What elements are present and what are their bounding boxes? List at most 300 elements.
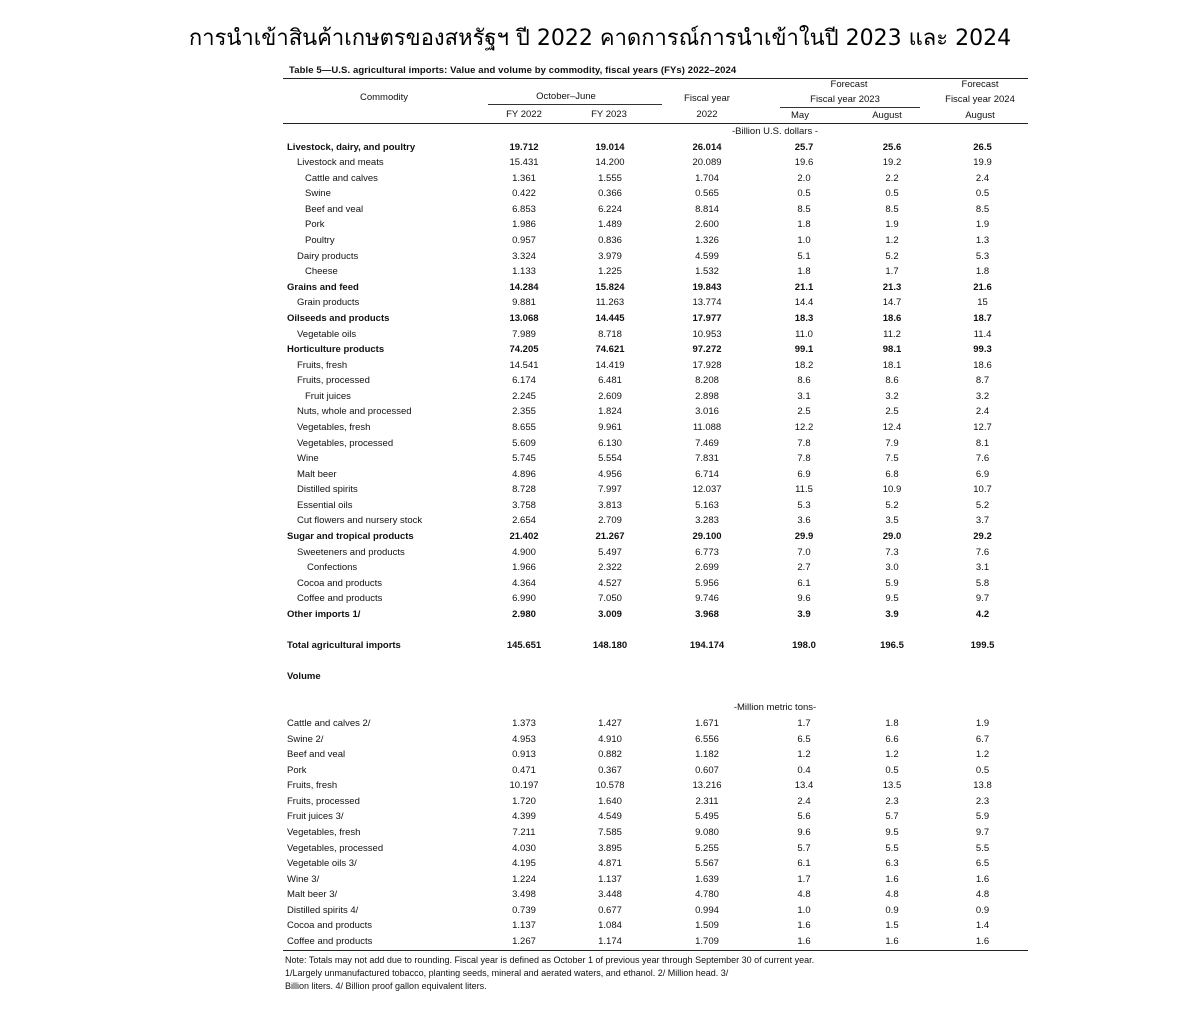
row-label: Fruit juices (305, 390, 351, 402)
cell-value: 5.6 (797, 811, 811, 823)
cell-value: 0.565 (695, 188, 719, 200)
cell-value: 0.9 (885, 904, 899, 916)
cell-value: 0.607 (695, 764, 719, 776)
cell-value: 6.7 (975, 733, 990, 745)
table-row (283, 140, 1028, 156)
row-label: Swine (305, 188, 331, 200)
row-label: Oilseeds and products (287, 312, 390, 324)
cell-value: 6.9 (797, 468, 811, 480)
cell-value: 1.709 (695, 936, 719, 948)
cell-value: 11.2 (883, 328, 901, 340)
value-unit-label: -Billion U.S. dollars - (731, 126, 819, 137)
header-august-2023: August (872, 110, 902, 121)
row-label: Sweeteners and products (297, 546, 405, 558)
cell-value: 14.4 (794, 297, 814, 309)
cell-value: 3.283 (695, 515, 719, 527)
cell-value: 1.9 (975, 717, 990, 729)
cell-value: 1.7 (885, 266, 899, 278)
row-label: Dairy products (297, 250, 359, 262)
row-label: Malt beer 3/ (287, 889, 338, 901)
table-title: Table 5—U.S. agricultural imports: Value and volume by commodity, fiscal years (FYs) 2022–2024 (289, 65, 737, 76)
cell-value: 1.6 (975, 936, 990, 948)
cell-value: 1.8 (797, 219, 811, 231)
table-row (283, 513, 1028, 529)
row-label: Nuts, whole and processed (297, 406, 412, 418)
row-label: Vegetables, fresh (297, 421, 371, 433)
cell-value: 0.5 (885, 764, 899, 776)
table-row (283, 186, 1028, 202)
cell-value: 14.200 (595, 157, 625, 169)
cell-value: 1.2 (885, 235, 899, 247)
table-row (283, 217, 1028, 233)
cell-value: 9.5 (885, 593, 899, 605)
row-label: Fruits, fresh (297, 359, 348, 371)
table-row (283, 436, 1028, 452)
cell-value: 8.5 (885, 203, 899, 215)
header-october-june: October–June (536, 91, 596, 102)
cell-value: 74.621 (595, 344, 625, 356)
cell-value: 9.7 (975, 827, 990, 839)
cell-value: 3.979 (598, 250, 622, 262)
table-row (283, 778, 1028, 794)
table-row (283, 560, 1028, 576)
cell-value: 18.2 (794, 359, 814, 371)
row-label: Livestock, dairy, and poultry (287, 141, 416, 153)
cell-value: 8.7 (975, 375, 990, 387)
cell-value: 6.5 (797, 733, 811, 745)
cell-value: 1.6 (797, 920, 811, 932)
cell-value: 4.527 (598, 577, 622, 589)
cell-value: 1.0 (797, 235, 811, 247)
row-label: Other imports 1/ (287, 608, 361, 620)
cell-value: 74.205 (509, 344, 539, 356)
cell-value: 14.541 (509, 359, 539, 371)
agricultural-imports-table-document (283, 64, 1028, 993)
table-row (283, 389, 1028, 405)
cell-value: 8.655 (512, 421, 536, 433)
cell-value: 12.4 (882, 421, 902, 433)
cell-value: 1.640 (598, 795, 622, 807)
cell-value: 5.2 (885, 499, 899, 511)
row-label: Cattle and calves 2/ (287, 717, 371, 729)
cell-value: 5.8 (975, 577, 990, 589)
cell-value: 199.5 (970, 640, 995, 652)
cell-value: 6.481 (598, 375, 622, 387)
cell-value: 1.6 (885, 936, 899, 948)
cell-value: 2.0 (797, 172, 811, 184)
cell-value: 6.3 (885, 858, 899, 870)
cell-value: 19.9 (973, 157, 992, 169)
cell-value: 6.714 (695, 468, 719, 480)
cell-value: 8.5 (797, 203, 811, 215)
cell-value: 6.990 (512, 593, 536, 605)
table-notes (283, 954, 1028, 993)
cell-value: 19.6 (794, 157, 814, 169)
cell-value: 1.509 (695, 920, 719, 932)
cell-value: 18.7 (973, 312, 992, 324)
cell-value: 2.5 (885, 406, 899, 418)
cell-value: 1.639 (695, 873, 719, 885)
row-label: Total agricultural imports (287, 640, 401, 652)
row-label: Vegetables, fresh (287, 827, 361, 839)
cell-value: 8.814 (695, 203, 719, 215)
cell-value: 5.5 (975, 842, 990, 854)
table-row (283, 856, 1028, 872)
cell-value: 7.3 (885, 546, 899, 558)
volume-section-label: Volume (287, 671, 321, 683)
cell-value: 98.1 (882, 344, 902, 356)
volume-unit-label: -Million metric tons- (733, 702, 817, 714)
cell-value: 15.431 (509, 157, 539, 169)
cell-value: 0.366 (598, 188, 622, 200)
cell-value: 4.8 (975, 889, 990, 901)
cell-value: 9.881 (512, 297, 536, 309)
cell-value: 8.1 (975, 437, 990, 449)
cell-value: 11.0 (795, 328, 813, 340)
cell-value: 1.986 (512, 219, 536, 231)
cell-value: 4.399 (512, 811, 536, 823)
table-row (283, 732, 1028, 748)
row-label: Livestock and meats (297, 157, 384, 169)
row-label: Cattle and calves (305, 172, 378, 184)
table-row-total (283, 638, 1028, 654)
cell-value: 3.968 (695, 608, 719, 620)
cell-value: 6.556 (695, 733, 719, 745)
data-table (283, 124, 1028, 950)
cell-value: 19.2 (882, 157, 902, 169)
cell-value: 5.554 (598, 453, 622, 465)
cell-value: 1.704 (695, 172, 719, 184)
table-row (283, 545, 1028, 561)
row-label: Grain products (297, 297, 360, 309)
cell-value: 7.989 (512, 328, 536, 340)
cell-value: 2.898 (695, 390, 719, 402)
cell-value: 5.9 (975, 811, 990, 823)
cell-value: 4.599 (695, 250, 719, 262)
header-forecast-rule (780, 107, 920, 108)
table-row (283, 295, 1028, 311)
cell-value: 1.824 (598, 406, 622, 418)
cell-value: 3.009 (598, 608, 622, 620)
cell-value: 4.195 (512, 858, 536, 870)
cell-value: 9.961 (598, 421, 622, 433)
cell-value: 0.367 (598, 764, 622, 776)
cell-value: 5.956 (695, 577, 719, 589)
row-label: Horticulture products (287, 344, 385, 356)
cell-value: 99.3 (973, 344, 992, 356)
row-label: Fruits, processed (297, 375, 370, 387)
cell-value: 21.3 (882, 281, 902, 293)
row-label: Beef and veal (287, 749, 346, 761)
cell-value: 14.284 (509, 281, 539, 293)
cell-value: 6.5 (975, 858, 990, 870)
cell-value: 18.3 (794, 312, 814, 324)
cell-value: 3.813 (598, 499, 622, 511)
cell-value: 10.9 (882, 484, 902, 496)
row-label: Sugar and tropical products (287, 531, 414, 543)
header-span-rule (488, 104, 662, 105)
cell-value: 0.882 (598, 749, 622, 761)
cell-value: 7.6 (975, 546, 990, 558)
cell-value: 7.8 (797, 453, 811, 465)
table-row (283, 576, 1028, 592)
row-label: Distilled spirits (297, 484, 358, 496)
note-line: Note: Totals may not add due to rounding. Fiscal year is defined as October 1 of previous year through September 30 of current year. (285, 954, 815, 965)
cell-value: 1.224 (512, 873, 536, 885)
cell-value: 20.089 (692, 157, 722, 169)
cell-value: 2.4 (975, 172, 990, 184)
cell-value: 7.8 (797, 437, 811, 449)
cell-value: 9.080 (695, 827, 719, 839)
cell-value: 2.980 (512, 608, 536, 620)
cell-value: 0.677 (598, 904, 622, 916)
cell-value: 5.5 (885, 842, 899, 854)
cell-value: 8.5 (975, 203, 990, 215)
cell-value: 1.137 (598, 873, 622, 885)
cell-value: 6.8 (885, 468, 899, 480)
cell-value: 1.3 (975, 235, 990, 247)
row-label: Confections (307, 562, 358, 574)
table-row (283, 404, 1028, 420)
cell-value: 1.7 (797, 717, 811, 729)
table-row (283, 342, 1028, 358)
cell-value: 1.174 (598, 936, 622, 948)
cell-value: 4.956 (598, 468, 622, 480)
cell-value: 2.600 (695, 219, 719, 231)
cell-value: 1.182 (695, 749, 719, 761)
cell-value: 5.2 (975, 499, 990, 511)
cell-value: 7.211 (512, 827, 536, 839)
table-row (283, 280, 1028, 296)
table-row (283, 809, 1028, 825)
header-fy2023: FY 2023 (591, 109, 627, 120)
cell-value: 194.174 (689, 640, 725, 652)
cell-value: 29.9 (794, 531, 814, 543)
header-may: May (791, 110, 809, 121)
row-label: Vegetable oils (297, 328, 357, 340)
bottom-rule (283, 950, 1028, 951)
page-title: การนำเข้าสินค้าเกษตรของสหรัฐฯ ปี 2022 คาดการณ์การนำเข้าในปี 2023 และ 2024 (188, 26, 1012, 51)
cell-value: 0.836 (598, 235, 622, 247)
cell-value: 1.671 (695, 717, 719, 729)
row-label: Coffee and products (297, 593, 383, 605)
cell-value: 5.1 (797, 250, 811, 262)
cell-value: 13.068 (509, 312, 539, 324)
cell-value: 2.609 (598, 390, 622, 402)
cell-value: 3.324 (512, 250, 536, 262)
table-row (283, 482, 1028, 498)
table-row (283, 155, 1028, 171)
table-row (283, 747, 1028, 763)
cell-value: 2.322 (598, 562, 622, 574)
cell-value: 11.088 (692, 421, 722, 433)
cell-value: 21.1 (794, 281, 814, 293)
cell-value: 0.4 (797, 764, 811, 776)
table-row (283, 171, 1028, 187)
table-row (283, 249, 1028, 265)
table-row (283, 794, 1028, 810)
cell-value: 6.1 (797, 577, 811, 589)
cell-value: 13.4 (794, 780, 814, 792)
row-label: Vegetables, processed (297, 437, 394, 449)
cell-value: 10.7 (973, 484, 992, 496)
row-label: Coffee and products (287, 936, 373, 948)
cell-value: 1.2 (975, 749, 990, 761)
cell-value: 19.712 (509, 141, 539, 153)
total-section (283, 623, 1028, 716)
row-label: Grains and feed (287, 281, 359, 293)
cell-value: 1.5 (885, 920, 899, 932)
cell-value: 25.7 (794, 141, 814, 153)
cell-value: 6.6 (885, 733, 899, 745)
cell-value: 4.549 (598, 811, 622, 823)
cell-value: 26.5 (973, 141, 992, 153)
cell-value: 4.896 (512, 468, 536, 480)
volume-section (283, 716, 1028, 950)
cell-value: 7.9 (885, 437, 899, 449)
cell-value: 12.2 (794, 421, 814, 433)
cell-value: 7.6 (975, 453, 990, 465)
row-label: Fruit juices 3/ (287, 811, 344, 823)
cell-value: 2.4 (975, 406, 990, 418)
cell-value: 6.9 (975, 468, 990, 480)
cell-value: 0.5 (797, 188, 811, 200)
cell-value: 15.824 (595, 281, 625, 293)
cell-value: 1.267 (512, 936, 536, 948)
cell-value: 9.5 (885, 827, 899, 839)
cell-value: 2.311 (695, 795, 719, 807)
cell-value: 3.498 (512, 889, 536, 901)
cell-value: 99.1 (794, 344, 814, 356)
cell-value: 5.567 (695, 858, 719, 870)
cell-value: 21.267 (595, 531, 625, 543)
row-label: Malt beer (297, 468, 337, 480)
cell-value: 9.6 (797, 593, 811, 605)
table-row (283, 825, 1028, 841)
table-row (283, 373, 1028, 389)
cell-value: 1.084 (598, 920, 622, 932)
cell-value: 1.133 (512, 266, 536, 278)
cell-value: 2.3 (975, 795, 990, 807)
cell-value: 2.654 (512, 515, 536, 527)
cell-value: 5.745 (512, 453, 536, 465)
table-row (283, 202, 1028, 218)
cell-value: 1.361 (512, 172, 536, 184)
row-label: Cut flowers and nursery stock (297, 515, 423, 527)
cell-value: 1.8 (885, 717, 899, 729)
header-forecast-2023: Forecast (830, 79, 868, 90)
cell-value: 2.4 (797, 795, 811, 807)
cell-value: 4.871 (598, 858, 622, 870)
cell-value: 0.422 (512, 188, 536, 200)
cell-value: 14.445 (595, 312, 625, 324)
cell-value: 10.578 (595, 780, 625, 792)
cell-value: 3.448 (598, 889, 622, 901)
cell-value: 9.746 (695, 593, 719, 605)
table-row (283, 591, 1028, 607)
cell-value: 3.895 (598, 842, 622, 854)
cell-value: 5.7 (797, 842, 811, 854)
row-label: Cocoa and products (297, 577, 383, 589)
cell-value: 1.966 (512, 562, 536, 574)
cell-value: 1.4 (975, 920, 990, 932)
cell-value: 12.7 (973, 421, 992, 433)
cell-value: 0.5 (975, 764, 990, 776)
table-row (283, 607, 1028, 623)
cell-value: 12.037 (692, 484, 722, 496)
cell-value: 7.997 (598, 484, 622, 496)
header-commodity: Commodity (359, 92, 409, 103)
cell-value: 0.471 (512, 764, 536, 776)
cell-value: 1.532 (695, 266, 719, 278)
cell-value: 1.2 (797, 749, 811, 761)
cell-value: 97.272 (692, 344, 722, 356)
cell-value: 1.720 (512, 795, 536, 807)
row-label: Vegetables, processed (287, 842, 384, 854)
cell-value: 5.255 (695, 842, 719, 854)
cell-value: 7.0 (797, 546, 811, 558)
row-label: Pork (305, 219, 325, 231)
cell-value: 5.3 (797, 499, 811, 511)
cell-value: 2.5 (797, 406, 811, 418)
cell-value: 0.5 (885, 188, 899, 200)
cell-value: 10.953 (692, 328, 722, 340)
cell-value: 2.3 (885, 795, 899, 807)
cell-value: 18.1 (882, 359, 902, 371)
cell-value: 19.014 (595, 141, 625, 153)
cell-value: 0.957 (512, 235, 536, 247)
cell-value: 1.555 (598, 172, 622, 184)
cell-value: 2.2 (885, 172, 899, 184)
table-row (283, 358, 1028, 374)
cell-value: 8.6 (885, 375, 899, 387)
row-label: Cocoa and products (287, 920, 373, 932)
cell-value: 4.900 (512, 546, 536, 558)
cell-value: 6.773 (695, 546, 719, 558)
row-label: Distilled spirits 4/ (287, 904, 359, 916)
cell-value: 13.216 (692, 780, 722, 792)
cell-value: 5.9 (885, 577, 899, 589)
cell-value: 8.6 (797, 375, 811, 387)
cell-value: 5.7 (885, 811, 899, 823)
table-row (283, 498, 1028, 514)
cell-value: 11.5 (795, 484, 813, 496)
cell-value: 4.953 (512, 733, 536, 745)
cell-value: 5.3 (975, 250, 990, 262)
cell-value: 196.5 (880, 640, 904, 652)
row-label: Poultry (305, 235, 335, 247)
cell-value: 13.8 (973, 780, 992, 792)
cell-value: 3.2 (975, 390, 990, 402)
cell-value: 4.910 (598, 733, 622, 745)
cell-value: 7.831 (695, 453, 719, 465)
table-row (283, 716, 1028, 732)
cell-value: 2.699 (695, 562, 719, 574)
cell-value: 29.0 (882, 531, 902, 543)
cell-value: 1.326 (695, 235, 719, 247)
cell-value: 3.1 (975, 562, 990, 574)
cell-value: 29.100 (692, 531, 722, 543)
row-label: Pork (287, 764, 307, 776)
row-label: Fruits, fresh (287, 780, 338, 792)
cell-value: 5.495 (695, 811, 719, 823)
cell-value: 7.050 (598, 593, 622, 605)
cell-value: 3.016 (695, 406, 719, 418)
cell-value: 3.758 (512, 499, 536, 511)
cell-value: 0.9 (975, 904, 990, 916)
cell-value: 1.8 (797, 266, 811, 278)
cell-value: 5.609 (512, 437, 536, 449)
